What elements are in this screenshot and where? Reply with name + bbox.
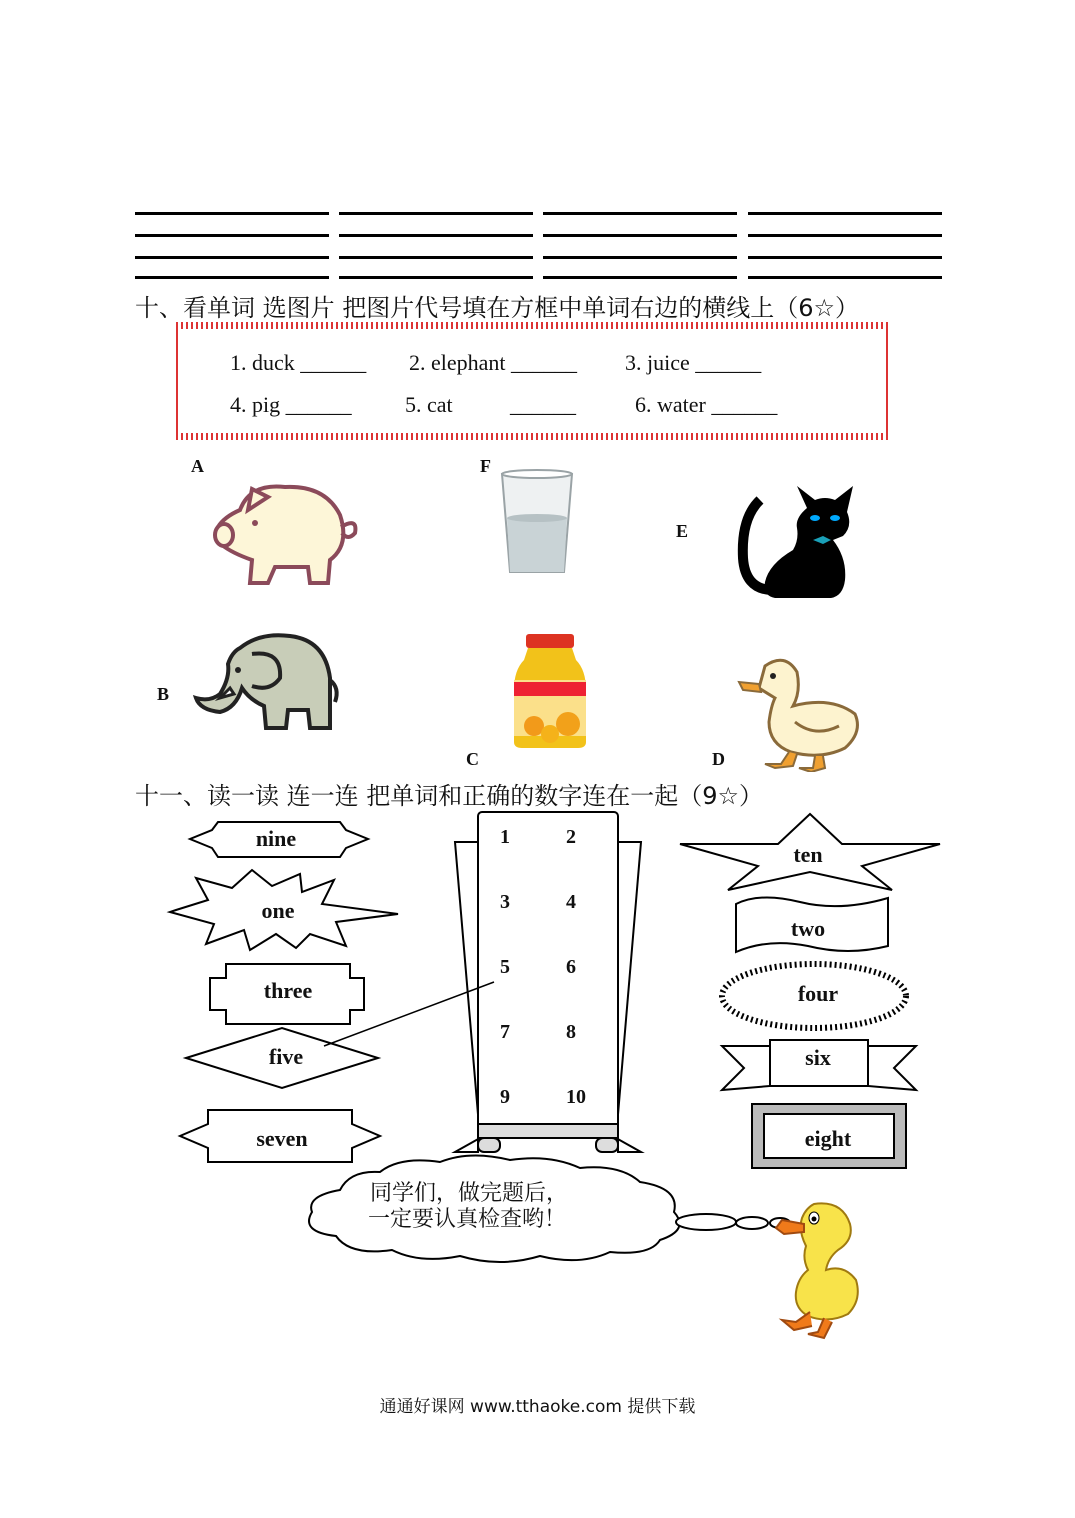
question-water: 6. water ______ xyxy=(635,392,778,417)
word-five[interactable]: five xyxy=(268,1044,304,1069)
label-e: E xyxy=(676,521,689,541)
footer-text: 通通好课网 www.tthaoke.com 提供下载 xyxy=(379,1397,696,1417)
number-7[interactable]: 7 xyxy=(500,1021,510,1043)
question-cat: 5. cat xyxy=(405,392,453,417)
cloud-line-1: 同学们，做完题后， xyxy=(370,1181,569,1206)
question-juice: 3. juice ______ xyxy=(625,350,762,375)
duckling-icon xyxy=(768,1200,864,1340)
word-four[interactable]: four xyxy=(797,981,839,1006)
number-8[interactable]: 8 xyxy=(566,1021,576,1043)
word-two[interactable]: two xyxy=(790,916,826,941)
number-scroll xyxy=(478,812,618,1138)
number-6[interactable]: 6 xyxy=(566,956,576,978)
number-1[interactable]: 1 xyxy=(500,826,510,848)
question-pig: 4. pig ______ xyxy=(230,392,352,417)
word-nine[interactable]: nine xyxy=(255,826,297,851)
number-9[interactable]: 9 xyxy=(500,1086,510,1108)
section-10-title: 十、看单词 选图片 把图片代号填在方框中单词右边的横线上（6☆） xyxy=(135,294,860,322)
cloud-line-2: 一定要认真检查哟！ xyxy=(368,1207,567,1232)
word-eight[interactable]: eight xyxy=(804,1126,852,1151)
label-c: C xyxy=(466,749,479,769)
word-three[interactable]: three xyxy=(263,978,313,1003)
label-b: B xyxy=(157,684,170,704)
question-elephant: 2. elephant ______ xyxy=(409,350,578,375)
number-5[interactable]: 5 xyxy=(500,956,510,978)
number-4[interactable]: 4 xyxy=(566,891,576,913)
label-a: A xyxy=(191,456,204,476)
word-seven[interactable]: seven xyxy=(256,1126,308,1151)
question-duck: 1. duck ______ xyxy=(230,350,367,375)
label-d: D xyxy=(712,749,725,769)
word-six[interactable]: six xyxy=(805,1045,831,1070)
number-3[interactable]: 3 xyxy=(500,891,510,913)
label-f: F xyxy=(480,456,491,476)
number-10[interactable]: 10 xyxy=(566,1086,586,1108)
number-2[interactable]: 2 xyxy=(566,826,576,848)
word-one[interactable]: one xyxy=(261,898,295,923)
question-cat-blank: ______ xyxy=(510,392,576,417)
section-11-title: 十一、读一读 连一连 把单词和正确的数字连在一起（9☆） xyxy=(135,782,764,810)
word-ten[interactable]: ten xyxy=(793,842,823,867)
